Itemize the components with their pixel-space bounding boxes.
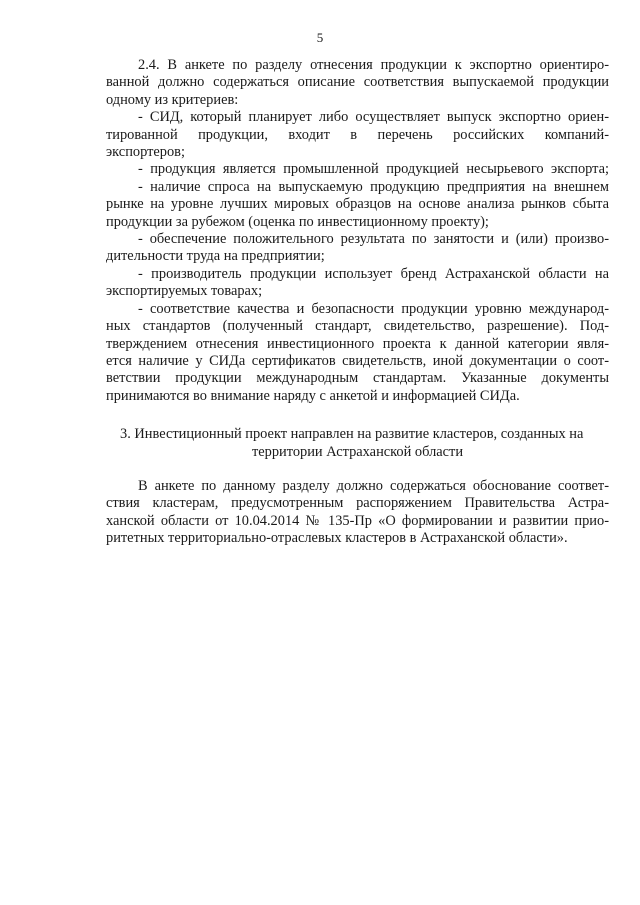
text-line: 2.4. В анкете по разделу отнесения продукции к экспортно ориентиро- — [138, 57, 609, 73]
text-line: В анкете по данному разделу должно содержаться обоснование соответ- — [138, 477, 609, 494]
section-2-4-paragraph — [106, 57, 609, 405]
text-line: ствия кластерам, предусмотренным распоряжением Правительства Астра- — [106, 495, 609, 512]
text-line: ритетных территориально-отраслевых кластеров в Астраханской области». — [106, 530, 568, 547]
text-line: одному из критериев: — [106, 91, 239, 108]
page-number: 5 — [316, 30, 324, 45]
section-3-heading-line-1: 3. Инвестиционный проект направлен на развитие кластеров, созданных на — [120, 426, 584, 443]
text-line: - СИД, который планирует либо осуществляет выпуск экспортно ориен- — [138, 109, 609, 126]
section-3-paragraph — [106, 478, 609, 548]
text-line: принимаются во внимание наряду с анкетой и информацией СИДа. — [106, 387, 520, 404]
text-line: ханской области от 10.04.2014 № 135-Пр «О формировании и развитии прио- — [106, 512, 609, 529]
section-3-heading-line-2: территории Астраханской области — [251, 443, 464, 460]
text-line: - наличие спроса на выпускаемую продукцию предприятия на внешнем — [138, 178, 609, 195]
text-line: экспортеров; — [106, 144, 185, 161]
text-line: тированной продукции, входит в перечень российских компаний- — [106, 126, 609, 143]
text-line: ванной должно содержаться описание соответствия выпускаемой продукции — [106, 74, 609, 91]
text-line: - соответствие качества и безопасности продукции уровню международ- — [138, 300, 609, 317]
text-line: тверждением отнесения инвестиционного проекта к данной категории явля- — [106, 335, 609, 352]
text-line: дительности труда на предприятии; — [106, 248, 325, 265]
text-line: экспортируемых товарах; — [106, 283, 263, 300]
text-line: - производитель продукции использует бренд Астраханской области на — [138, 265, 609, 282]
text-line: - продукция является промышленной продукцией несырьевого экспорта; — [138, 161, 609, 178]
section-3-heading — [106, 426, 609, 461]
text-line: ных стандартов (полученный стандарт, свидетельство, разрешение). Под- — [106, 318, 609, 335]
text-line: ветствии продукции международным стандартам. Указанные документы — [106, 370, 609, 387]
text-line: продукции за рубежом (оценка по инвестиционному проекту); — [106, 213, 489, 230]
text-line: ется наличие у СИДа сертификатов свидетельств, иной документации о соот- — [106, 352, 609, 369]
text-line: рынке на уровне лучших мировых образцов на основе анализа рынков сбыта — [106, 196, 609, 213]
text-line: - обеспечение положительного результата по занятости и (или) произво- — [138, 231, 609, 248]
document-body — [106, 57, 609, 548]
